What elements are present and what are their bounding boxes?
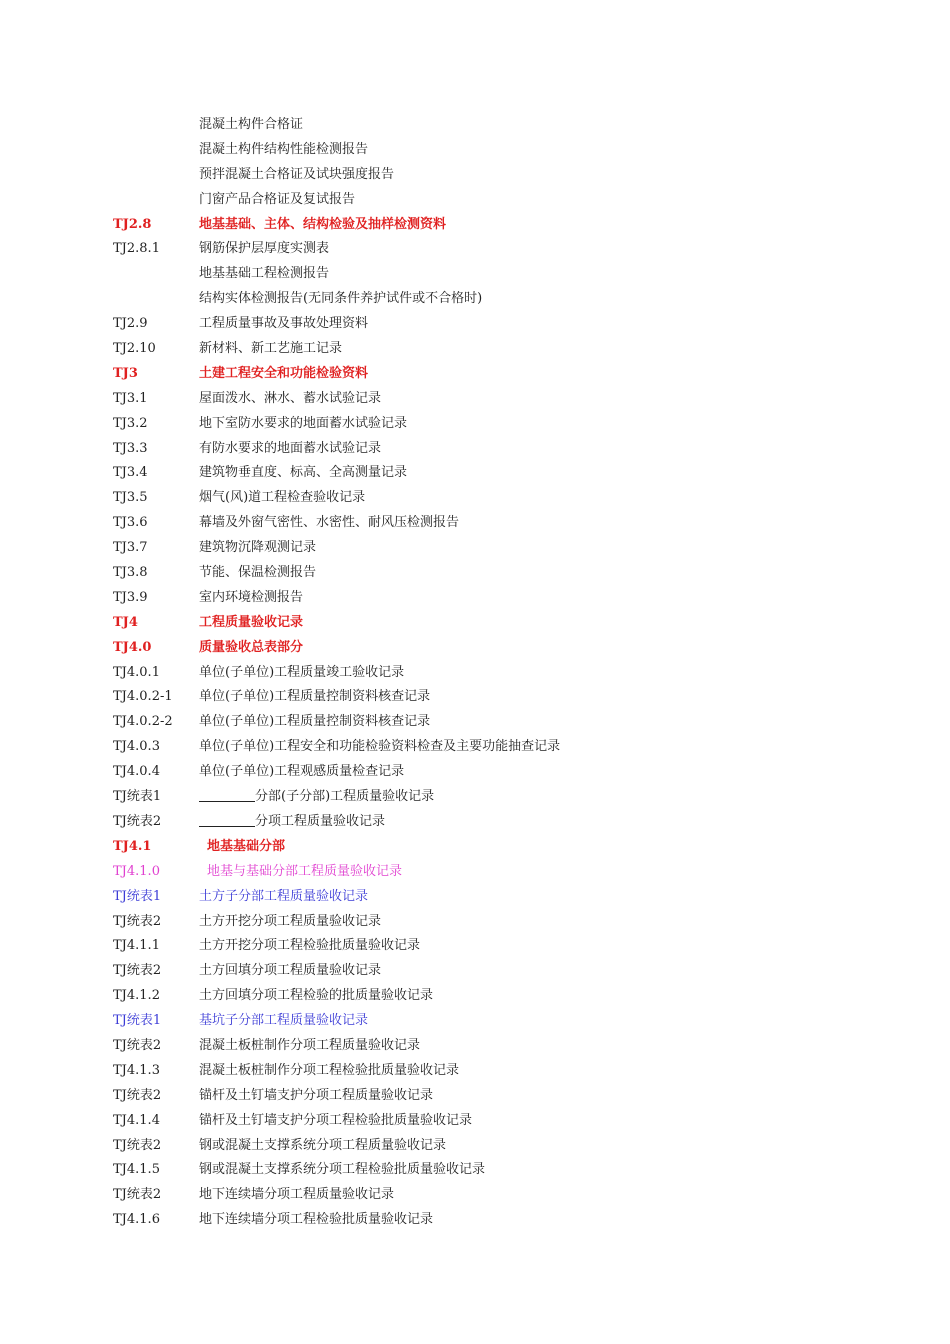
record-title (199, 984, 433, 1009)
record-code: TJ2.9 (113, 316, 148, 332)
record-row (113, 1009, 893, 1034)
record-title-text: 钢或混凝土支撑系统分项工程检验批质量验收记录 (199, 1162, 486, 1178)
record-row (113, 1183, 893, 1208)
record-title (199, 213, 446, 238)
record-row (113, 959, 893, 984)
record-title (199, 511, 459, 536)
record-row (113, 810, 893, 835)
record-title (199, 561, 316, 586)
section-heading-row (113, 611, 893, 636)
record-row (113, 113, 893, 138)
record-title-text: 烟气(风)道工程检查验收记录 (199, 490, 366, 506)
record-code: TJ3.7 (113, 540, 148, 556)
record-code: TJ4.1.0 (113, 863, 160, 879)
record-code: TJ4.0.3 (113, 739, 160, 755)
record-code: TJ4 (113, 614, 138, 630)
record-title-text: 有防水要求的地面蓄水试验记录 (199, 440, 382, 456)
record-row (113, 685, 893, 710)
record-row (113, 1208, 893, 1233)
record-row (113, 760, 893, 785)
record-title (199, 586, 303, 611)
record-row (113, 461, 893, 486)
record-title-text: 结构实体检测报告(无同条件养护试件或不合格时) (199, 291, 483, 307)
record-title-text: 地下连续墙分项工程检验批质量验收记录 (199, 1212, 434, 1228)
record-title-text: 建筑物垂直度、标高、全高测量记录 (199, 465, 408, 481)
record-code: TJ3.6 (113, 515, 148, 531)
record-row (113, 1084, 893, 1109)
record-row (113, 188, 893, 213)
record-code: TJ4.0.2-2 (113, 714, 173, 730)
record-title (199, 611, 303, 636)
record-row (113, 1109, 893, 1134)
section-heading-row (113, 636, 893, 661)
record-row (113, 1059, 893, 1084)
record-row (113, 984, 893, 1009)
fill-in-blank (199, 812, 255, 827)
record-code: TJ3.4 (113, 465, 148, 481)
record-code: TJ4.0.4 (113, 764, 160, 780)
record-title-text: 质量验收总表部分 (199, 639, 304, 655)
record-row (113, 437, 893, 462)
record-code: TJ3.2 (113, 415, 148, 431)
record-row (113, 138, 893, 163)
record-code: TJ3.8 (113, 565, 148, 581)
record-title-text: 钢或混凝土支撑系统分项工程质量验收记录 (199, 1137, 447, 1153)
record-title (199, 1109, 472, 1134)
record-code: TJ4.1.5 (113, 1162, 160, 1178)
record-row (113, 860, 893, 885)
record-title-text: 门窗产品合格证及复试报告 (199, 191, 356, 207)
record-code: TJ4.0 (113, 639, 152, 655)
record-row (113, 412, 893, 437)
record-title-text: 预拌混凝土合格证及试块强度报告 (199, 166, 395, 182)
record-title (199, 1084, 433, 1109)
record-title (199, 486, 365, 511)
record-title-text: 建筑物沉降观测记录 (199, 540, 317, 556)
record-code: TJ统表2 (113, 1037, 162, 1053)
record-title (199, 810, 385, 835)
record-code: TJ统表1 (113, 888, 162, 904)
record-code: TJ3.9 (113, 589, 148, 605)
record-title (199, 337, 342, 362)
record-title-text: 混凝土构件合格证 (199, 117, 304, 132)
record-title (199, 1034, 420, 1059)
record-code: TJ4.1.3 (113, 1062, 160, 1078)
record-title-text: 锚杆及土钉墙支护分项工程质量验收记录 (199, 1087, 434, 1103)
record-row (113, 312, 893, 337)
record-title-text: 混凝土板桩制作分项工程质量验收记录 (199, 1037, 421, 1053)
record-title-text: 分项工程质量验收记录 (255, 813, 386, 829)
record-title-text: 节能、保温检测报告 (199, 565, 317, 581)
record-title-text: 室内环境检测报告 (199, 589, 304, 605)
record-title (199, 1059, 459, 1084)
record-row (113, 387, 893, 412)
record-row (113, 710, 893, 735)
record-row (113, 337, 893, 362)
record-title (199, 1134, 446, 1159)
record-row (113, 910, 893, 935)
section-heading-row (113, 835, 893, 860)
record-title (199, 138, 368, 163)
record-title-text: 锚杆及土钉墙支护分项工程检验批质量验收记录 (199, 1112, 473, 1128)
record-title-text: 地下连续墙分项工程质量验收记录 (199, 1187, 395, 1203)
record-title (199, 1158, 485, 1183)
record-code: TJ3.3 (113, 440, 148, 456)
record-title (199, 959, 381, 984)
record-row (113, 586, 893, 611)
record-row (113, 1134, 893, 1159)
record-row (113, 1158, 893, 1183)
record-title (199, 685, 430, 710)
record-title-text: 混凝土板桩制作分项工程检验批质量验收记录 (199, 1062, 460, 1078)
record-title (199, 461, 407, 486)
record-title-text: 屋面泼水、淋水、蓄水试验记录 (199, 390, 382, 406)
record-title (207, 860, 402, 885)
record-code: TJ统表2 (113, 1187, 162, 1203)
record-code: TJ统表2 (113, 813, 162, 829)
record-row (113, 486, 893, 511)
record-code: TJ统表1 (113, 1013, 162, 1029)
record-row (113, 511, 893, 536)
record-title-text: 分部(子分部)工程质量验收记录 (255, 789, 435, 805)
record-row (113, 262, 893, 287)
record-code: TJ2.10 (113, 341, 156, 357)
record-title (199, 1009, 368, 1034)
record-row (113, 287, 893, 312)
record-code: TJ4.1.4 (113, 1112, 160, 1128)
record-title-text: 土建工程安全和功能检验资料 (199, 365, 369, 381)
record-title-text: 地下室防水要求的地面蓄水试验记录 (199, 415, 408, 431)
record-title (199, 1208, 433, 1233)
record-row (113, 785, 893, 810)
record-row (113, 885, 893, 910)
record-title-text: 地基与基础分部工程质量验收记录 (207, 863, 403, 879)
record-title-text: 单位(子单位)工程安全和功能检验资料检查及主要功能抽查记录 (199, 739, 561, 755)
record-title-text: 新材料、新工艺施工记录 (199, 341, 343, 357)
record-title (199, 287, 482, 312)
record-title-text: 地基基础工程检测报告 (199, 266, 330, 282)
record-title (199, 536, 316, 561)
record-title (199, 1183, 394, 1208)
record-code: TJ4.0.1 (113, 664, 160, 680)
record-code: TJ4.1.2 (113, 988, 160, 1004)
section-heading-row (113, 213, 893, 238)
record-title (199, 760, 404, 785)
record-row (113, 934, 893, 959)
record-title (199, 362, 368, 387)
record-code: TJ统表2 (113, 963, 162, 979)
record-title-text: 单位(子单位)工程观感质量检查记录 (199, 764, 405, 780)
record-title (199, 163, 394, 188)
record-row (113, 1034, 893, 1059)
record-title-text: 幕墙及外窗气密性、水密性、耐风压检测报告 (199, 515, 460, 531)
record-code: TJ统表2 (113, 1087, 162, 1103)
record-title-text: 土方子分部工程质量验收记录 (199, 888, 369, 904)
record-title (199, 661, 404, 686)
record-title (199, 387, 381, 412)
record-title (199, 885, 368, 910)
record-title-text: 土方开挖分项工程质量验收记录 (199, 913, 382, 929)
record-title-text: 单位(子单位)工程质量竣工验收记录 (199, 664, 405, 680)
record-row (113, 536, 893, 561)
record-code: TJ4.1.6 (113, 1212, 160, 1228)
record-title-text: 钢筋保护层厚度实测表 (199, 241, 330, 257)
record-title (199, 710, 430, 735)
record-title (199, 910, 381, 935)
record-code: TJ统表2 (113, 1137, 162, 1153)
record-row (113, 735, 893, 760)
record-code: TJ4.0.2-1 (113, 689, 173, 705)
record-title-text: 单位(子单位)工程质量控制资料核查记录 (199, 689, 431, 705)
record-title (199, 934, 420, 959)
record-code: TJ4.1.1 (113, 938, 160, 954)
record-title-text: 地基基础分部 (207, 838, 286, 854)
fill-in-blank (199, 787, 255, 802)
record-code: TJ3.5 (113, 490, 148, 506)
record-code: TJ统表2 (113, 913, 162, 929)
record-title (199, 113, 303, 138)
record-code: TJ4.1 (113, 838, 152, 854)
record-title-text: 混凝土构件结构性能检测报告 (199, 141, 369, 157)
record-title (199, 437, 381, 462)
record-title (199, 636, 303, 661)
record-title (199, 785, 434, 810)
record-title-text: 土方回填分项工程质量验收记录 (199, 963, 382, 979)
record-list (113, 113, 893, 1233)
record-code: TJ3 (113, 365, 138, 381)
record-title-text: 单位(子单位)工程质量控制资料核查记录 (199, 714, 431, 730)
record-code: TJ3.1 (113, 390, 148, 406)
record-row (113, 561, 893, 586)
record-title-text: 工程质量验收记录 (199, 614, 304, 630)
section-heading-row (113, 362, 893, 387)
record-title (199, 312, 368, 337)
record-title (199, 735, 560, 760)
record-title (207, 835, 285, 860)
record-title-text: 土方回填分项工程检验的批质量验收记录 (199, 988, 434, 1004)
record-row (113, 237, 893, 262)
record-code: TJ2.8 (113, 216, 152, 232)
record-row (113, 163, 893, 188)
record-title-text: 基坑子分部工程质量验收记录 (199, 1013, 369, 1029)
record-title (199, 237, 329, 262)
record-title (199, 188, 355, 213)
record-row (113, 661, 893, 686)
record-code: TJ2.8.1 (113, 241, 160, 257)
record-title (199, 262, 329, 287)
record-code: TJ统表1 (113, 789, 162, 805)
record-title-text: 工程质量事故及事故处理资料 (199, 316, 369, 332)
record-title-text: 土方开挖分项工程检验批质量验收记录 (199, 938, 421, 954)
record-title-text: 地基基础、主体、结构检验及抽样检测资料 (199, 216, 447, 232)
record-title (199, 412, 407, 437)
